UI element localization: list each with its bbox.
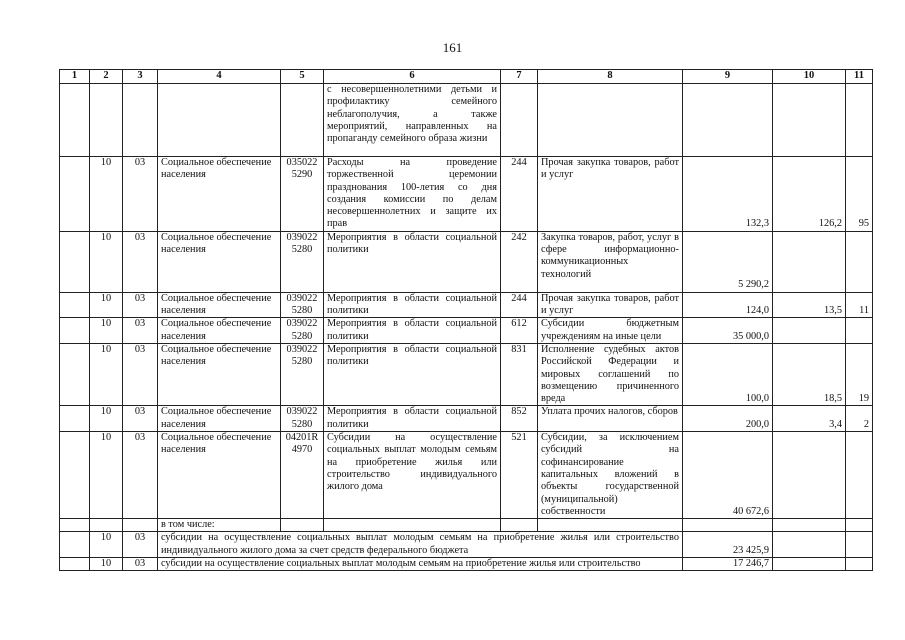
table-row [60,292,873,318]
header-row [60,70,873,84]
cell-percent: 19 [846,343,873,405]
cell-section: 10 [90,532,123,558]
column-header: 3 [123,70,158,84]
cell-planned: 35 000,0 [683,318,773,344]
cell-executed: 3,4 [773,406,846,432]
cell-number [60,532,90,558]
table-row [60,84,873,157]
cell-expense-type: 521 [501,432,538,519]
cell-expense-name [538,84,683,157]
cell-target-name: Мероприятия в области социальной политики [324,343,501,405]
cell-target-code: 039022 5280 [281,231,324,292]
cell-target-code: 035022 5290 [281,157,324,232]
cell-expense-name: Субсидии, за исключением субсидий на софинансирование капитальных вложений в объекты государственной (муниципальной) собственности [538,432,683,519]
cell-expense-type: 244 [501,157,538,232]
cell-target-name: Мероприятия в области социальной политики [324,231,501,292]
cell-subsection: 03 [123,292,158,318]
cell-expense-name: Субсидии бюджетным учреждениям на иные цели [538,318,683,344]
cell-subsection: 03 [123,406,158,432]
cell-subsection: 03 [123,318,158,344]
in-total-row [60,519,873,532]
in-total-label: в том числе: [158,519,281,532]
cell-planned: 100,0 [683,343,773,405]
cell-target-name: Мероприятия в области социальной политики [324,406,501,432]
cell-expense-name: Исполнение судебных актов Российской Федерации и мировых соглашений по возмещению причиненного вреда [538,343,683,405]
cell-planned: 200,0 [683,406,773,432]
column-header: 1 [60,70,90,84]
sub-row [60,532,873,558]
cell-target-code: 04201R 4970 [281,432,324,519]
cell-section: 10 [90,343,123,405]
table-row [60,432,873,519]
cell-target-name: Субсидии на осуществление социальных выплат молодым семьям на приобретение жилья или строительство индивидуального жилого дома [324,432,501,519]
cell-target-code [281,84,324,157]
cell-executed [773,532,846,558]
cell-subsection: 03 [123,343,158,405]
cell-section-name: Социальное обеспечение населения [158,157,281,232]
cell-section: 10 [90,406,123,432]
cell-section: 10 [90,292,123,318]
cell-section-name: Социальное обеспечение населения [158,231,281,292]
table-row [60,157,873,232]
cell-percent [846,532,873,558]
cell-target-name: Расходы на проведение торжественной церемонии празднования 100-летия со дня создания комиссии по делам несовершеннолетних и защите их прав [324,157,501,232]
cell-percent: 11 [846,292,873,318]
cell-section-name: Социальное обеспечение населения [158,318,281,344]
cell-expense-name: Уплата прочих налогов, сборов [538,406,683,432]
cell-subsection: 03 [123,231,158,292]
cell-section-name: Социальное обеспечение населения [158,292,281,318]
column-header: 11 [846,70,873,84]
cell-executed: 126,2 [773,157,846,232]
cell-target-code: 039022 5280 [281,406,324,432]
table-row [60,406,873,432]
cell-planned: 23 425,9 [683,532,773,558]
cell-percent [846,432,873,519]
cell-target-name: с несовершеннолетними детьми и профилактику семейного неблагополучия, а также мероприятий, направленных на пропаганду семейного образа жизни [324,84,501,157]
cell-expense-type: 852 [501,406,538,432]
cell-executed [773,231,846,292]
table-row [60,231,873,292]
cell-expense-type: 242 [501,231,538,292]
cell-executed [773,558,846,571]
budget-table [59,69,873,571]
cell-target-name: Мероприятия в области социальной политики [324,292,501,318]
cell-planned [683,84,773,157]
column-header: 7 [501,70,538,84]
cell-number [60,157,90,232]
cell-executed [773,432,846,519]
cell-subsection [123,84,158,157]
cell-subsection: 03 [123,532,158,558]
cell-planned: 132,3 [683,157,773,232]
cell-target-code: 039022 5280 [281,318,324,344]
cell-target-code: 039022 5280 [281,343,324,405]
column-header: 2 [90,70,123,84]
cell-number [60,84,90,157]
cell-planned: 124,0 [683,292,773,318]
cell-number [60,292,90,318]
column-header: 9 [683,70,773,84]
cell-section: 10 [90,157,123,232]
cell-expense-type: 831 [501,343,538,405]
cell-section-name: Социальное обеспечение населения [158,432,281,519]
cell-percent [846,558,873,571]
cell-executed: 13,5 [773,292,846,318]
sub-row [60,558,873,571]
cell-subsection: 03 [123,157,158,232]
cell-percent [846,231,873,292]
cell-executed: 18,5 [773,343,846,405]
cell-section [90,84,123,157]
cell-executed [773,84,846,157]
column-header: 5 [281,70,324,84]
cell-expense-type: 244 [501,292,538,318]
cell-section-name: Социальное обеспечение населения [158,343,281,405]
cell-sub-description: субсидии на осуществление социальных выплат молодым семьям на приобретение жилья или строительство индивидуального жилого дома за счет средств федерального бюджета [158,532,683,558]
cell-planned: 5 290,2 [683,231,773,292]
cell-expense-name: Прочая закупка товаров, работ и услуг [538,157,683,232]
cell-subsection: 03 [123,432,158,519]
cell-expense-name: Закупка товаров, работ, услуг в сфере информационно-коммуникационных технологий [538,231,683,292]
cell-number [60,432,90,519]
cell-section: 10 [90,432,123,519]
cell-planned: 17 246,7 [683,558,773,571]
column-header: 8 [538,70,683,84]
cell-planned: 40 672,6 [683,432,773,519]
column-header: 6 [324,70,501,84]
cell-percent: 95 [846,157,873,232]
table-row [60,318,873,344]
cell-section: 10 [90,231,123,292]
column-header: 4 [158,70,281,84]
page-number: 161 [442,40,463,55]
cell-target-name: Мероприятия в области социальной политики [324,318,501,344]
cell-number [60,558,90,571]
cell-section: 10 [90,318,123,344]
cell-section: 10 [90,558,123,571]
cell-number [60,406,90,432]
cell-sub-description: субсидии на осуществление социальных выплат молодым семьям на приобретение жилья или строительство [158,558,683,571]
table-row [60,343,873,405]
cell-expense-type [501,84,538,157]
cell-expense-name: Прочая закупка товаров, работ и услуг [538,292,683,318]
cell-section-name [158,84,281,157]
cell-number [60,343,90,405]
cell-expense-type: 612 [501,318,538,344]
cell-number [60,231,90,292]
cell-percent [846,318,873,344]
column-header: 10 [773,70,846,84]
cell-executed [773,318,846,344]
cell-target-code: 039022 5280 [281,292,324,318]
cell-number [60,318,90,344]
cell-section-name: Социальное обеспечение населения [158,406,281,432]
cell-percent [846,84,873,157]
cell-subsection: 03 [123,558,158,571]
cell-percent: 2 [846,406,873,432]
